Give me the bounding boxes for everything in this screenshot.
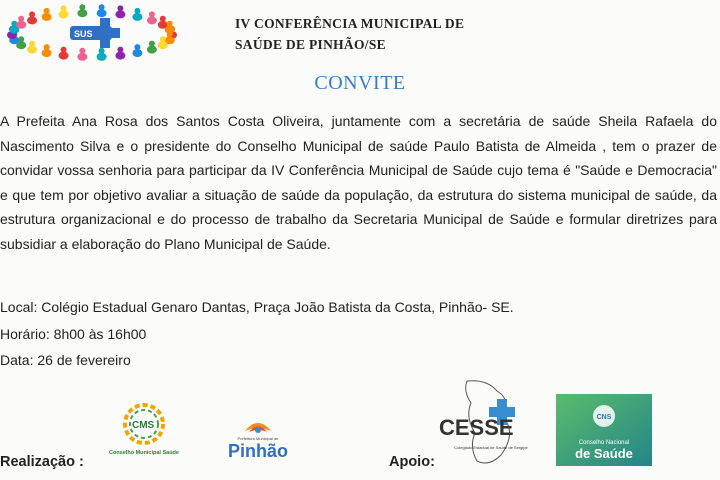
sus-logo-figure-head xyxy=(149,41,155,47)
sus-logo-figure-head xyxy=(167,21,173,27)
cms-logo-caption: Conselho Municipal Saúde xyxy=(109,450,179,456)
sus-logo-figure-head xyxy=(29,11,35,17)
cms-logo xyxy=(108,400,180,458)
convite-heading: CONVITE xyxy=(314,72,406,94)
sus-logo-figure-body xyxy=(77,9,87,17)
sus-logo-figure-head xyxy=(134,8,140,14)
sus-logo xyxy=(2,4,188,62)
sus-logo-figure-body xyxy=(42,13,52,21)
cns-logo xyxy=(556,394,652,466)
event-date: Data: 26 de fevereiro xyxy=(0,352,131,368)
sus-logo-figure-body xyxy=(147,16,157,24)
sus-logo-figure-body xyxy=(16,21,26,29)
sus-logo-figure-body xyxy=(42,49,52,57)
sus-logo-figure-head xyxy=(160,36,166,42)
cms-logo-text: CMS xyxy=(132,420,155,431)
cns-logo-caption: Conselho Nacional xyxy=(578,440,630,446)
conference-title-line2: SAÚDE DE PINHÃO/SE xyxy=(235,37,386,52)
sus-logo-figure-body xyxy=(132,13,142,21)
cesse-logo-text: CESSE xyxy=(439,415,514,440)
pinhao-logo-text: Pinhão xyxy=(227,441,289,461)
sus-logo-figure-head xyxy=(79,48,85,54)
sus-logo-figure-body xyxy=(115,52,125,60)
sus-logo-figure-head xyxy=(160,16,166,22)
sus-logo-figure-body xyxy=(132,49,142,57)
sus-logo-figure-head xyxy=(134,44,140,50)
sus-logo-figure-body xyxy=(97,9,107,17)
sus-logo-figure-head xyxy=(117,5,123,11)
sus-logo-text: SUS xyxy=(74,29,93,39)
event-location: Local: Colégio Estadual Genaro Dantas, Praça João Batista da Costa, Pinhão- SE. xyxy=(0,299,514,315)
sus-logo-figure-body xyxy=(115,10,125,18)
apoio-label: Apoio: xyxy=(389,454,435,470)
realizacao-label: Realização : xyxy=(0,454,84,470)
sus-logo-figure-head xyxy=(117,47,123,53)
sus-logo-figure-head xyxy=(79,4,85,10)
sus-logo-figure-head xyxy=(29,41,35,47)
cesse-logo xyxy=(437,377,545,471)
cns-logo-word: de Saúde xyxy=(575,446,633,461)
sus-logo-figure-head xyxy=(44,8,50,14)
sus-logo-figure-head xyxy=(61,5,67,11)
sus-logo-figure-body xyxy=(59,10,69,18)
cesse-logo-caption: Colegiado Estadual de Saúde de Sergipe xyxy=(454,445,528,450)
sus-logo-figure-head xyxy=(18,16,24,22)
conference-title-line1: IV CONFERÊNCIA MUNICIPAL DE xyxy=(235,16,465,31)
sus-logo-figure-body xyxy=(27,16,37,24)
sus-logo-figure-body xyxy=(59,52,69,60)
sus-logo-figure-body xyxy=(165,26,175,34)
sus-logo-figure-head xyxy=(99,4,105,10)
sus-logo-figure-body xyxy=(147,46,157,54)
sus-logo-figure-body xyxy=(97,53,107,61)
sus-logo-figure-body xyxy=(77,53,87,61)
pinhao-logo-caption: Prefeitura Municipal de xyxy=(237,436,279,441)
sus-logo-figure-head xyxy=(99,48,105,54)
event-time: Horário: 8h00 às 16h00 xyxy=(0,326,147,342)
conference-title xyxy=(235,13,535,55)
pinhao-logo xyxy=(205,413,311,463)
sus-logo-figure-head xyxy=(61,47,67,53)
sus-logo-figure-head xyxy=(44,44,50,50)
sus-logo-figure-head xyxy=(149,11,155,17)
sus-logo-figure-body xyxy=(27,46,37,54)
cns-logo-text: CNS xyxy=(596,414,612,421)
sus-logo-figure-body xyxy=(158,41,168,49)
invitation-paragraph: A Prefeita Ana Rosa dos Santos Costa Oliveira, juntamente com a secretária de saúde Sheila Rafaela do Nascimento Silva e o presidente do Conselho Municipal de saúde Paulo Batista de Almeida , tem o prazer de convidar vossa senhoria para participar da IV Conferência Municipal de Saúde cujo tema é "Saúde e Democracia" e que tem por objetivo avaliar a situação de saúde da população, da estrutura do sistema municipal de saúde, da estrutura organizacional e do processo de trabalho da Secretaria Municipal de Saúde e formular diretrizes para subsidiar a elaboração do Plano Municipal de Saúde. xyxy=(0,113,717,252)
